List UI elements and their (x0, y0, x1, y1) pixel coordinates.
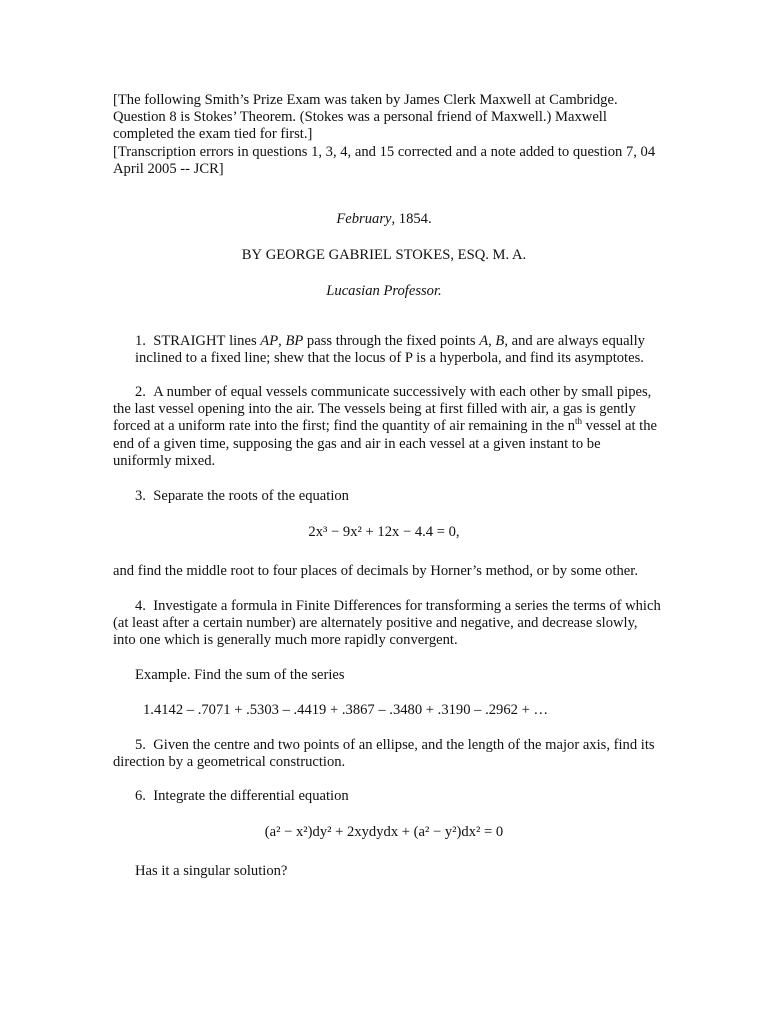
author-title-text: Lucasian Professor. (326, 283, 442, 299)
q5-number: 5. (135, 737, 146, 753)
q2-text-2: vessel at the end of a given time, supposing the gas and air in each vessel at a given instant to be uniformly mixed. (113, 418, 657, 469)
author-initial-ga: G (328, 247, 340, 263)
q3-follow: and find the middle root to four places of decimals by Horner’s method, or by some other. (113, 563, 638, 579)
q2-superscript: th (575, 416, 583, 427)
q4-example: Example. Find the sum of the series (135, 667, 345, 683)
q4-series: 1.4142 – .7071 + .5303 – .4419 + .3867 – .3480 + .3190 – .2962 + … (143, 702, 549, 718)
author-first-rest: EORGE (276, 247, 325, 263)
q1-lead-s: S (153, 333, 162, 349)
q6-follow: Has it a singular solution? (135, 863, 288, 879)
q1-comma: , (278, 333, 286, 349)
q6-equation: (a² − x²)dy² + 2xydydx + (a² − y²)dx² = 0 (264, 824, 504, 840)
author-initial-g: G (265, 247, 277, 263)
question-5 (113, 737, 661, 771)
by-prefix: B (241, 247, 252, 263)
esq-prefix: , E (450, 247, 467, 263)
q4-number: 4. (135, 598, 146, 614)
q3-number: 3. (135, 488, 146, 504)
author-middle-rest: ABRIEL (339, 247, 392, 263)
q1-text-2: pass through the fixed points (303, 333, 480, 349)
q6-number: 6. (135, 788, 146, 804)
q1-bp: BP (285, 333, 304, 349)
by-rest: Y (251, 247, 263, 263)
author-degree: . M. A. (485, 247, 527, 263)
q1-b: B (495, 333, 505, 349)
exam-year: , 1854. (391, 211, 432, 227)
q1-number: 1. (135, 333, 146, 349)
q3-text: Separate the roots of the equation (153, 488, 349, 504)
q1-ap: AP (260, 333, 279, 349)
question-3 (113, 488, 661, 505)
q1-comma-2: , (488, 333, 496, 349)
q1-text-1: lines (225, 333, 261, 349)
author-initial-s: S (395, 247, 404, 263)
question-4 (113, 598, 661, 650)
q1-lead-rest: TRAIGHT (161, 333, 226, 349)
question-6 (113, 788, 661, 805)
esq-rest: SQ (466, 247, 486, 263)
q1-text-3: , and are always equally inclined to a fixed line; shew that the locus of P is a hyperbola, and find its asymptotes. (135, 333, 645, 367)
q4-text: Investigate a formula in Finite Differences for transforming a series the terms of which (at least after a certain number) are alternately positive and negative, and decrease slowly, into one which is generally much more rapidly convergent. (113, 598, 661, 649)
exam-month: February (336, 211, 392, 227)
question-2 (113, 384, 661, 470)
exam-author (0, 246, 768, 264)
author-last-rest: TOKES (403, 247, 451, 263)
intro-note-2: [Transcription errors in questions 1, 3, 4, and 15 corrected and a note added to question 7, 04 April 2005 -- JCR] (113, 144, 656, 178)
intro-note-1: [The following Smith’s Prize Exam was taken by James Clerk Maxwell at Cambridge. Question 8 is Stokes’ Theorem. (Stokes was a personal friend of Maxwell.) Maxwell completed the exam tied for first.] (113, 92, 618, 143)
q2-number: 2. (135, 384, 146, 400)
q3-equation: 2x³ − 9x² + 12x − 4.4 = 0, (308, 524, 460, 540)
q6-text: Integrate the differential equation (153, 788, 349, 804)
exam-date (0, 210, 768, 228)
author-title (0, 282, 768, 300)
q1-a: A (479, 333, 489, 349)
q5-text: Given the centre and two points of an ellipse, and the length of the major axis, find its direction by a geometrical construction. (113, 737, 655, 771)
q2-text-1: A number of equal vessels communicate successively with each other by small pipes, the last vessel opening into the air. The vessels being at first filled with air, a gas is gently forced at a uniform rate into the first; find the quantity of air remaining in the n (113, 384, 652, 435)
question-1 (113, 333, 663, 367)
